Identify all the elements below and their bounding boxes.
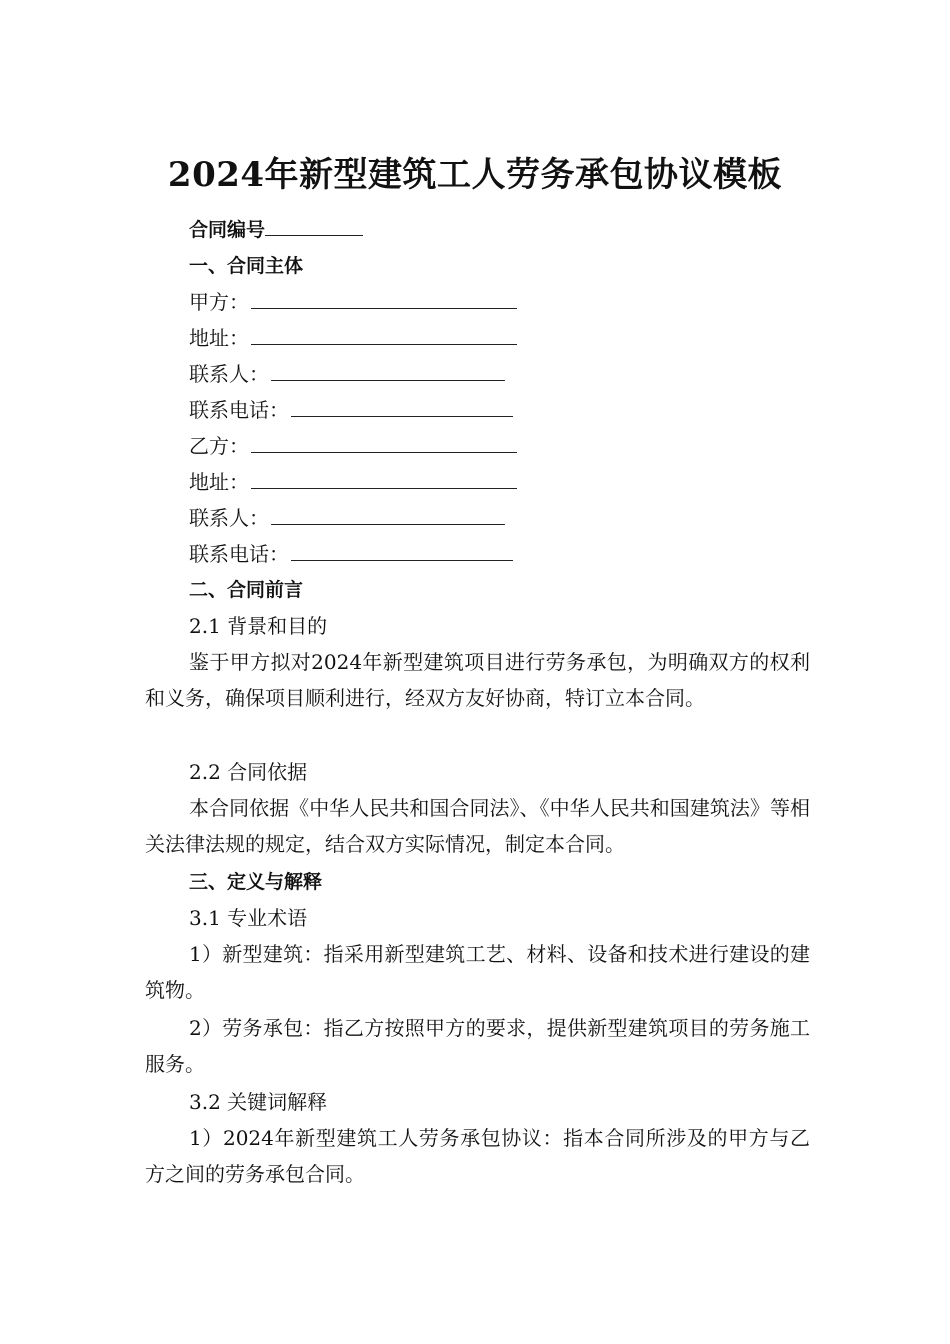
section2-2-title: 2.2 合同依据 <box>189 760 308 784</box>
section1-heading: 一、合同主体 <box>189 255 304 277</box>
party-b-address-blank[interactable] <box>251 466 517 489</box>
section3-1-title: 3.1 专业术语 <box>189 906 308 930</box>
term-labor-contracting: 2）劳务承包：指乙方按照甲方的要求，提供新型建筑项目的劳务施工服务。 <box>145 1016 810 1076</box>
party-b-contact-line <box>189 500 854 536</box>
party-b-contact-label: 联系人： <box>189 506 269 530</box>
party-a-address-label: 地址： <box>189 326 249 350</box>
party-b-name-label: 乙方： <box>189 434 249 458</box>
party-b-address-line <box>189 464 854 500</box>
term-new-building: 1）新型建筑：指采用新型建筑工艺、材料、设备和技术进行建设的建筑物。 <box>145 942 810 1002</box>
party-b-contact-blank[interactable] <box>271 502 505 525</box>
party-a-name-line <box>189 284 854 320</box>
contract-number-label: 合同编号 <box>189 219 266 241</box>
party-b-phone-blank[interactable] <box>291 538 513 561</box>
contract-number-line <box>189 212 854 248</box>
party-b-name-blank[interactable] <box>251 430 517 453</box>
party-a-contact-line <box>189 356 854 392</box>
party-b-name-line <box>189 428 854 464</box>
party-b-phone-line <box>189 536 854 572</box>
document-title: 2024年新型建筑工人劳务承包协议模板 <box>167 155 783 195</box>
section2-1-paragraph: 鉴于甲方拟对2024年新型建筑项目进行劳务承包，为明确双方的权利和义务，确保项目顺利进行，经双方友好协商，特订立本合同。 <box>145 650 810 710</box>
section2-1-title: 2.1 背景和目的 <box>189 614 328 638</box>
party-a-contact-label: 联系人： <box>189 362 269 386</box>
contract-number-blank[interactable] <box>265 213 363 236</box>
party-b-address-label: 地址： <box>189 470 249 494</box>
party-a-name-label: 甲方： <box>189 290 249 314</box>
section2-heading: 二、合同前言 <box>189 579 304 601</box>
party-a-contact-blank[interactable] <box>271 358 505 381</box>
section2-2-paragraph: 本合同依据《中华人民共和国合同法》、《中华人民共和国建筑法》等相关法律法规的规定，结合双方实际情况，制定本合同。 <box>145 796 810 856</box>
party-b-phone-label: 联系电话： <box>189 542 289 566</box>
party-a-phone-label: 联系电话： <box>189 398 289 422</box>
party-a-address-line <box>189 320 854 356</box>
party-a-phone-blank[interactable] <box>291 394 513 417</box>
key-agreement-definition: 1）2024年新型建筑工人劳务承包协议：指本合同所涉及的甲方与乙方之间的劳务承包合同。 <box>145 1126 810 1186</box>
party-a-address-blank[interactable] <box>251 322 517 345</box>
section3-2-title: 3.2 关键词解释 <box>189 1090 328 1114</box>
party-a-name-blank[interactable] <box>251 286 517 309</box>
section3-heading: 三、定义与解释 <box>189 871 323 893</box>
party-a-phone-line <box>189 392 854 428</box>
